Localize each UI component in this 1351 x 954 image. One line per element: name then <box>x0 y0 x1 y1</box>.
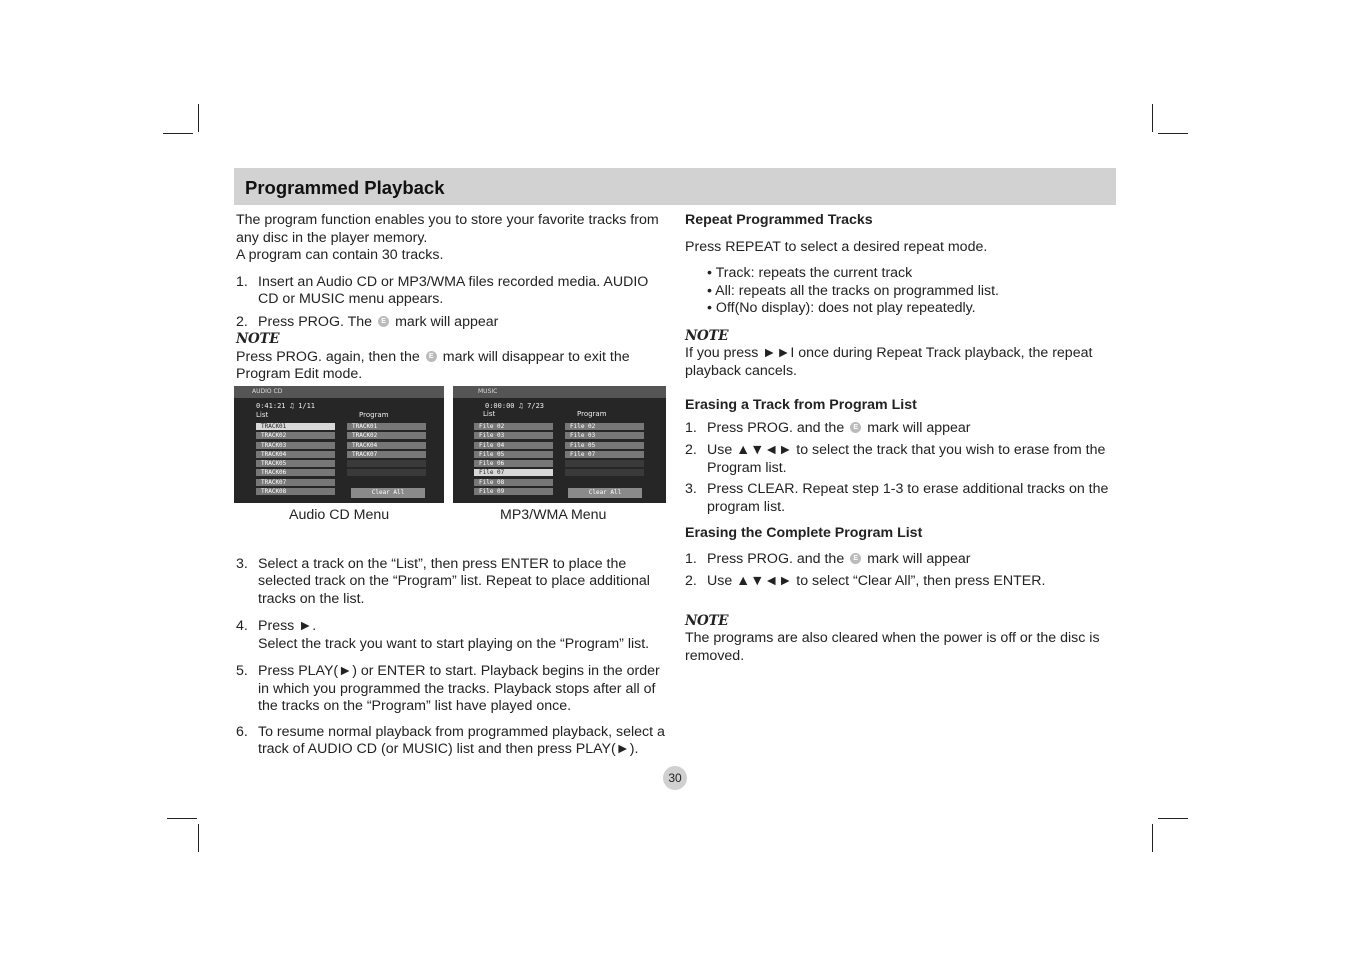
section-heading: Repeat Programmed Tracks <box>685 212 873 228</box>
program-mark-icon: E <box>850 422 861 433</box>
clear-all-button: Clear All <box>351 488 425 498</box>
mp3-wma-menu-screen: MUSIC 0:00:00 ♫ 7/23 List Program File 02 File 03 File 04 File 05 File 06 File 07 File 08 File 09 File 02 File 03 File 05 File 07 Clear All MP3/WMA Menu <box>453 386 666 503</box>
program-mark-icon: E <box>850 553 861 564</box>
list-item: 1. Press PROG. and the E mark will appear <box>685 419 971 436</box>
list-label: List <box>483 410 496 418</box>
program-mark-icon: E <box>378 316 389 327</box>
list-item <box>565 460 644 467</box>
page-title: Programmed Playback <box>245 177 445 198</box>
list-item: 1. Press PROG. and the E mark will appear <box>685 550 971 567</box>
body-text: Press REPEAT to select a desired repeat mode. <box>685 238 988 255</box>
crop-mark <box>1152 824 1153 852</box>
program-list <box>565 423 644 479</box>
list-item: File 06 <box>474 460 553 467</box>
list-item: 2. Press PROG. The E mark will appear <box>236 313 499 330</box>
note-text: The programs are also cleared when the power is off or the disc is removed. <box>685 630 1100 664</box>
screenshot-caption: MP3/WMA Menu <box>500 507 607 523</box>
list-item: File 02 <box>474 423 553 430</box>
list-item: • All: repeats all the tracks on programmed list. <box>707 282 999 299</box>
list-item: File 03 <box>565 432 644 439</box>
list-item: 1. Insert an Audio CD or MP3/WMA files recorded media. AUDIO CD or MUSIC menu appears. <box>236 273 649 307</box>
list-item: • Track: repeats the current track <box>707 265 913 281</box>
audio-cd-menu-screen: AUDIO CD 0:41:21 ♫ 1/11 List Program TRACK01 TRACK02 TRACK03 TRACK04 TRACK05 TRACK06 TRACK07 TRACK08 TRACK01 TRACK02 TRACK04 TRACK07 Clear All Audio CD Menu <box>234 386 444 503</box>
crop-mark <box>198 104 199 132</box>
list-item: File 02 <box>565 423 644 430</box>
clear-all-button: Clear All <box>568 488 642 498</box>
program-label: Program <box>577 410 607 418</box>
note-label: NOTE <box>685 612 729 629</box>
list-item: TRACK06 <box>256 469 335 476</box>
crop-mark <box>1158 133 1188 134</box>
section-heading: Erasing the Complete Program List <box>685 525 923 541</box>
crop-mark <box>1158 818 1188 819</box>
page-number: 30 <box>663 766 687 790</box>
crop-mark <box>198 824 199 852</box>
program-label: Program <box>359 411 389 419</box>
list-item: TRACK02 <box>347 432 426 439</box>
intro-text: The program function enables you to store your favorite tracks from any disc in the player memory. <box>236 212 659 246</box>
list-item: 3. Press CLEAR. Repeat step 1-3 to erase additional tracks on the program list. <box>685 481 1109 515</box>
list-item: File 05 <box>565 442 644 449</box>
list-item: 4. Press ►. Select the track you want to start playing on the “Program” list. <box>236 618 650 652</box>
program-list <box>347 423 426 479</box>
list-item: 5. Press PLAY(►) or ENTER to start. Playback begins in the order in which you programmed the tracks. Playback stops after all of the tracks on the “Program” list have played once. <box>236 663 660 714</box>
bullet-list <box>685 265 1117 318</box>
section-title-bar <box>234 168 1116 205</box>
crop-mark <box>1152 104 1153 132</box>
list-item: TRACK04 <box>347 442 426 449</box>
list-item: File 09 <box>474 488 553 495</box>
track-list <box>474 423 553 497</box>
list-item <box>565 469 644 476</box>
note-text: If you press ►►I once during Repeat Track playback, the repeat playback cancels. <box>685 345 1093 379</box>
track-list <box>256 423 335 497</box>
list-item: File 07 <box>474 469 553 476</box>
list-item: TRACK03 <box>256 442 335 449</box>
list-item: TRACK01 <box>347 423 426 430</box>
list-item: File 05 <box>474 451 553 458</box>
note-label: NOTE <box>685 327 729 344</box>
list-item: TRACK08 <box>256 488 335 495</box>
list-item <box>347 469 426 476</box>
crop-mark <box>163 133 193 134</box>
section-heading: Erasing a Track from Program List <box>685 397 917 413</box>
list-item: File 08 <box>474 479 553 486</box>
intro-text: A program can contain 30 tracks. <box>236 247 444 263</box>
list-item: 2. Use ▲▼◄► to select the track that you wish to erase from the Program list. <box>685 442 1106 476</box>
program-mark-icon: E <box>426 351 437 362</box>
screenshot-caption: Audio CD Menu <box>289 507 390 523</box>
list-item: TRACK01 <box>256 423 335 430</box>
list-item: TRACK05 <box>256 460 335 467</box>
list-item: 2. Use ▲▼◄► to select “Clear All”, then press ENTER. <box>685 573 1046 589</box>
list-item: • Off(No display): does not play repeatedly. <box>707 300 976 316</box>
list-item: File 07 <box>565 451 644 458</box>
note-label: NOTE <box>236 331 280 347</box>
list-item: File 04 <box>474 442 553 449</box>
list-item: TRACK04 <box>256 451 335 458</box>
list-label: List <box>256 411 269 419</box>
list-item: 3. Select a track on the “List”, then press ENTER to place the selected track on the “Program” list. Repeat to place additional tracks on the list. <box>236 555 650 607</box>
list-item: TRACK07 <box>256 479 335 486</box>
list-item: File 03 <box>474 432 553 439</box>
list-item: TRACK02 <box>256 432 335 439</box>
note-text: Press PROG. again, then the E mark will disappear to exit the Program Edit mode. <box>236 348 630 382</box>
right-column <box>685 212 1117 665</box>
list-item: 6. To resume normal playback from programmed playback, select a track of AUDIO CD (or MUSIC) list and then press PLAY(►). <box>236 723 665 757</box>
menu-screenshots <box>234 386 666 523</box>
list-item <box>347 460 426 467</box>
list-item: TRACK07 <box>347 451 426 458</box>
crop-mark <box>167 818 197 819</box>
